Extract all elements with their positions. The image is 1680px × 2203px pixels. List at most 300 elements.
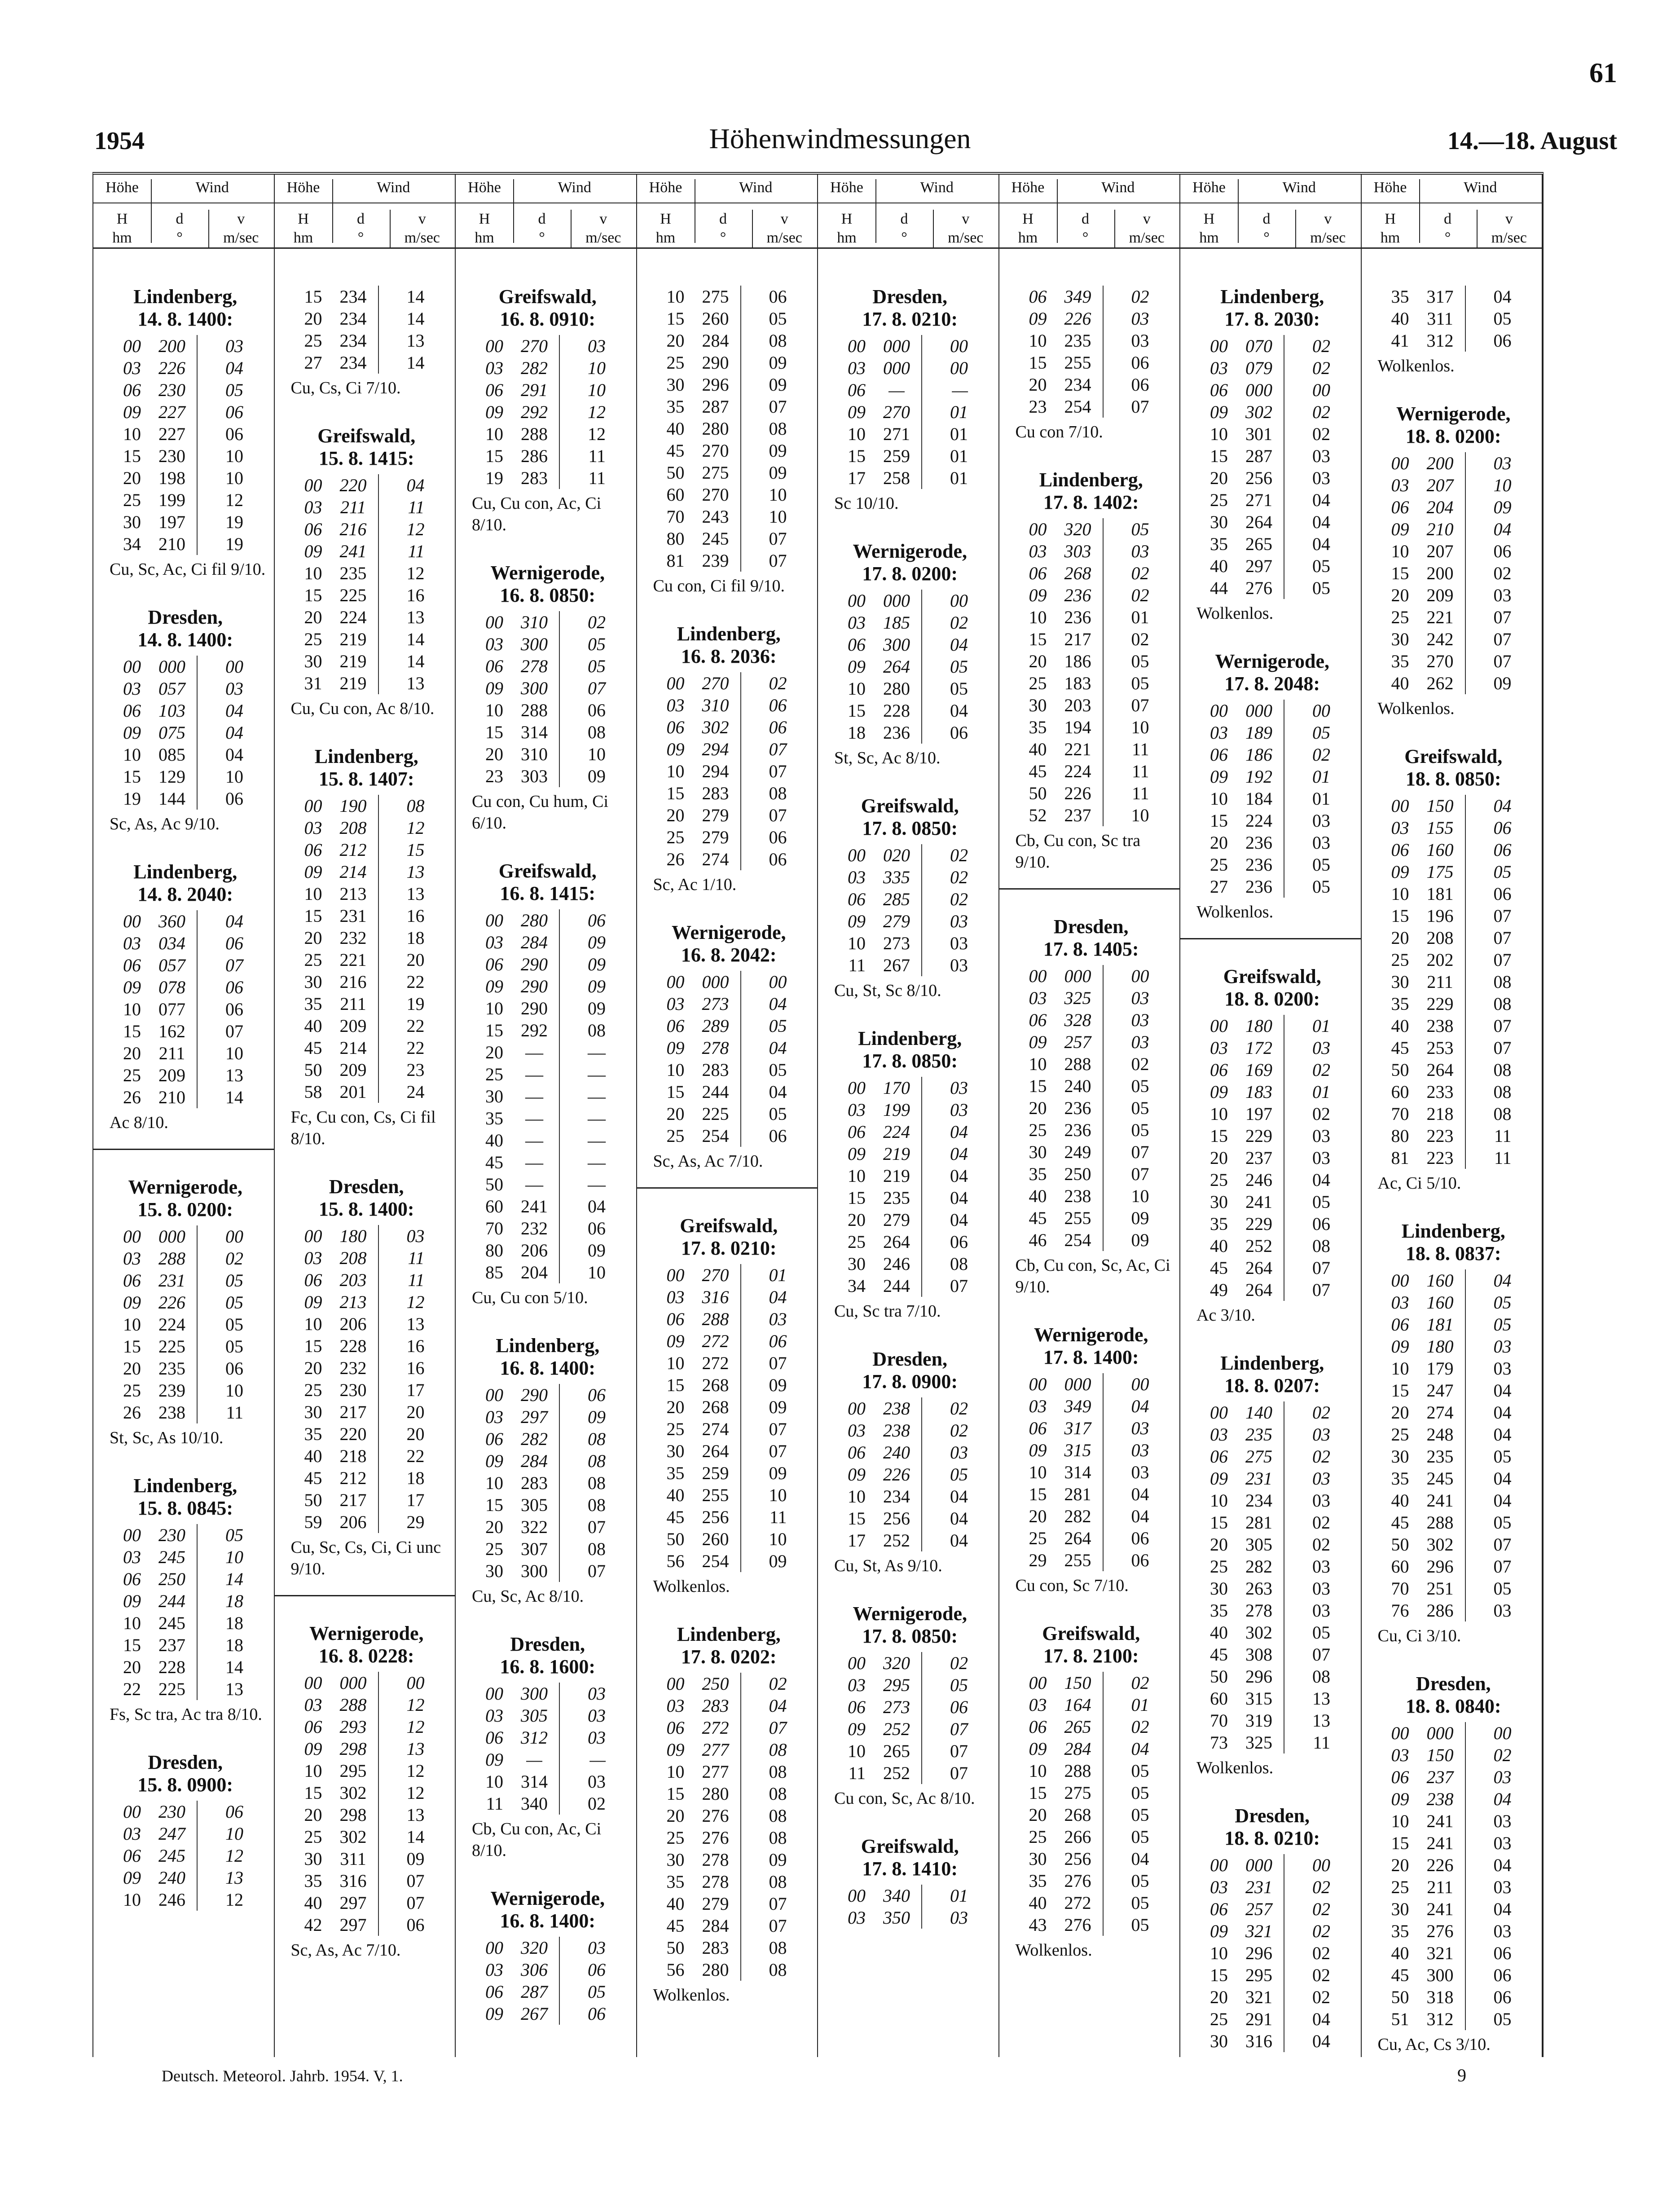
height-cell: 03 [1210,1877,1228,1897]
direction-cell: 289 [691,1015,741,1037]
measurement-row [1007,1417,1175,1439]
measurement-row [1370,1103,1538,1125]
direction-cell: 321 [1234,1986,1284,2008]
speed-cell: 01 [1131,607,1149,627]
height-cell: 56 [666,1551,685,1571]
header-hoehe: Höhe [93,179,152,243]
height-cell: 40 [666,1894,685,1914]
measurement-row [464,1217,632,1239]
measurement-row [283,1672,451,1694]
speed-cell: 05 [950,656,968,677]
direction-cell: 283 [691,1059,741,1081]
height-cell: 70 [1391,1578,1409,1599]
measurement-row [1370,1964,1538,1986]
height-cell: 15 [666,783,685,803]
direction-cell: 257 [1234,1898,1284,1920]
height-cell: 20 [848,1210,866,1230]
measurement-row [283,1059,451,1081]
direction-cell: 280 [691,418,741,440]
measurement-row [1188,1169,1356,1191]
direction-cell: 300 [510,677,560,699]
direction-cell: 280 [510,909,560,931]
speed-cell: 03 [406,1226,425,1246]
measurement-row [645,672,813,694]
measurement-row [283,606,451,628]
speed-cell: 06 [1493,840,1512,860]
measurement-row [1370,1854,1538,1876]
height-cell: 10 [485,1473,503,1493]
direction-cell: 200 [1416,562,1466,584]
measurement-row [283,1870,451,1892]
speed-cell: 02 [950,612,968,633]
measurement-row [464,467,632,489]
station-title: Greifswald, 17. 8. 0850: [861,795,959,839]
height-cell: 10 [304,884,322,904]
station-title: Greifswald, 15. 8. 1415: [317,425,416,469]
measurement-row [1188,577,1356,599]
speed-cell: 11 [588,446,606,466]
height-cell: 40 [666,1485,685,1505]
cloud-note: Cb, Cu con, Sc tra 9/10. [1015,831,1141,872]
height-cell: 00 [123,1525,141,1545]
measurement-row [1370,1722,1538,1744]
height-cell: 09 [848,1144,866,1164]
speed-cell: 13 [406,607,425,627]
direction-cell: 276 [691,1805,741,1827]
cloud-note: Cu con, Cu hum, Ci 6/10. [472,792,609,833]
measurement-row [826,700,994,722]
speed-cell: 02 [950,867,968,887]
direction-cell: 237 [1234,1147,1284,1169]
direction-cell: 259 [691,1462,741,1484]
speed-cell: 06 [225,789,243,809]
direction-cell: 221 [1053,738,1104,760]
measurement-row [645,993,813,1015]
measurement-row [826,1762,994,1784]
direction-cell: 296 [1234,1665,1284,1687]
height-cell: 20 [485,744,503,764]
speed-cell: 05 [1493,1578,1512,1599]
measurement-row [826,1885,994,1907]
speed-cell: 04 [225,745,243,765]
measurement-row [464,1538,632,1560]
measurement-row [1188,1147,1356,1169]
wind-measurement-table [92,172,1544,2057]
speed-cell: 06 [769,849,787,869]
measurement-row [101,722,269,744]
measurement-row [464,1063,632,1085]
speed-cell: 12 [225,1890,243,1910]
station-block [645,286,813,597]
direction-cell: — [510,1063,560,1085]
speed-cell: 08 [769,1806,787,1826]
height-cell: 25 [1210,1170,1228,1190]
cloud-note: Cu, Ci 3/10. [1377,1626,1461,1645]
height-cell: 03 [304,1695,322,1715]
station-title: Greifswald, 17. 8. 1410: [861,1835,959,1880]
direction-cell: 284 [1053,1738,1104,1760]
measurement-row [645,1506,813,1528]
height-cell: 10 [1210,1490,1228,1511]
speed-cell: 03 [950,911,968,931]
direction-cell: 000 [1234,1854,1284,1876]
measurement-row [1370,1920,1538,1942]
direction-cell: 317 [1053,1417,1104,1439]
measurement-row [464,401,632,423]
cloud-note: Cu, Sc, Ac, Ci fil 9/10. [110,560,266,579]
speed-cell: 05 [1493,1314,1512,1335]
direction-cell: 312 [1416,330,1466,352]
height-cell: 10 [848,1166,866,1186]
direction-cell: 225 [691,1103,741,1125]
height-cell: 40 [1391,1016,1409,1036]
direction-cell: 241 [1416,1489,1466,1511]
direction-cell: 236 [872,722,922,744]
speed-cell: 03 [1493,1921,1512,1941]
direction-cell: 288 [510,423,560,445]
measurement-row [101,1064,269,1086]
direction-cell: 207 [1416,540,1466,562]
measurement-row [826,1696,994,1718]
height-cell: 10 [123,1613,141,1633]
direction-cell: 270 [1416,650,1466,672]
height-cell: 35 [1029,1871,1047,1891]
measurement-row [1188,1125,1356,1147]
direction-cell: 224 [1053,760,1104,782]
direction-cell: 284 [691,330,741,352]
direction-cell: 295 [329,1760,379,1782]
direction-cell: 276 [1053,1914,1104,1936]
speed-cell: 04 [1493,1855,1512,1875]
measurement-row [826,656,994,678]
station-block [1370,1673,1538,2055]
station-title: Greifswald, 18. 8. 0850: [1404,745,1503,790]
direction-cell: 260 [691,1528,741,1550]
height-cell: 09 [485,1749,503,1770]
speed-cell: 08 [1493,1104,1512,1124]
speed-cell: 18 [406,1468,425,1488]
cloud-note: Cu, St, Sc 8/10. [834,981,941,1000]
cloud-note: Cu, Sc, Ac 8/10. [472,1587,584,1606]
speed-cell: 02 [769,673,787,693]
measurement-row [464,1683,632,1705]
measurement-row [1007,1141,1175,1163]
speed-cell: — [589,1749,606,1770]
station-title: Wernigerode, 16. 8. 1400: [490,1887,605,1932]
height-cell: 20 [1029,1506,1047,1526]
speed-cell: 09 [1493,673,1512,693]
direction-cell: 279 [691,804,741,826]
direction-cell: 235 [1053,330,1104,352]
speed-cell: 13 [406,884,425,904]
speed-cell: 05 [588,634,606,654]
speed-cell: 07 [769,761,787,781]
direction-cell: 231 [329,905,379,927]
direction-cell: 240 [872,1441,922,1463]
station-title: Lindenberg, 18. 8. 0207: [1220,1352,1324,1397]
height-cell: 00 [304,1226,322,1246]
measurement-row [464,1261,632,1283]
direction-cell: 291 [510,379,560,401]
speed-cell: 04 [225,723,243,743]
direction-cell: 288 [1053,1053,1104,1075]
height-cell: 10 [666,761,685,781]
height-cell: 42 [304,1915,322,1935]
height-cell: 03 [1029,1695,1047,1715]
measurement-row [464,1428,632,1450]
measurement-row [645,1374,813,1396]
speed-cell: 04 [1493,796,1512,816]
speed-cell: 07 [1312,1280,1330,1300]
direction-cell: 229 [1416,993,1466,1015]
measurement-row [283,518,451,540]
direction-cell: 250 [147,1568,198,1590]
direction-cell: 237 [1053,804,1104,826]
height-cell: 15 [1029,352,1047,373]
height-cell: 25 [1029,1528,1047,1548]
block-separator [275,1595,455,1596]
direction-cell: 282 [1053,1505,1104,1527]
direction-cell: 228 [147,1656,198,1678]
height-cell: 15 [1391,906,1409,926]
direction-cell: 231 [147,1269,198,1291]
speed-cell: 03 [1131,1010,1149,1030]
cloud-note: Wolkenlos. [1015,1941,1092,1960]
measurement-row [1370,1291,1538,1313]
speed-cell: 10 [225,446,243,466]
speed-cell: 03 [1312,1148,1330,1168]
speed-cell: 08 [1312,1666,1330,1687]
direction-cell: 210 [147,533,198,555]
height-cell: 06 [848,889,866,909]
height-cell: 09 [1210,1468,1228,1489]
measurement-row [101,1889,269,1911]
measurement-row [645,1695,813,1717]
speed-cell: 11 [1494,1148,1512,1168]
speed-cell: 08 [769,783,787,803]
height-cell: 35 [304,994,322,1014]
measurement-row [1370,1511,1538,1533]
speed-cell: 03 [1312,1468,1330,1489]
speed-cell: 02 [950,1420,968,1441]
direction-cell: 273 [691,993,741,1015]
measurement-row [101,1313,269,1335]
height-cell: 06 [1210,380,1228,400]
speed-cell: 03 [1493,585,1512,605]
speed-cell: 00 [1131,1374,1149,1394]
speed-cell: 07 [769,1419,787,1439]
height-cell: 70 [485,1218,503,1238]
height-cell: 15 [848,1188,866,1208]
direction-cell: 264 [1234,511,1284,533]
direction-cell: 303 [1053,540,1104,562]
measurement-row [1007,1207,1175,1229]
direction-cell: 245 [691,528,741,550]
block-separator [1180,938,1361,939]
speed-cell: 16 [406,906,425,926]
direction-cell: 283 [510,1472,560,1494]
speed-cell: 03 [1312,468,1330,488]
height-cell: 10 [123,1890,141,1910]
header-h-unit: H hm [112,211,132,246]
height-cell: 03 [485,1705,503,1726]
height-cell: 19 [485,468,503,488]
height-cell: 06 [123,380,141,400]
measurement-row [1370,1577,1538,1599]
measurement-row [464,2003,632,2025]
direction-cell: 249 [1053,1141,1104,1163]
direction-cell: 000 [872,335,922,357]
station-title: Wernigerode, 16. 8. 0850: [490,562,605,606]
measurement-row [1007,1031,1175,1053]
direction-cell: 300 [510,1560,560,1582]
height-cell: 00 [848,336,866,356]
height-cell: 09 [1391,519,1409,539]
direction-cell: 239 [691,550,741,572]
measurement-row [464,1727,632,1749]
speed-cell: 07 [406,1893,425,1913]
measurement-row [645,716,813,738]
direction-cell: 204 [510,1261,560,1283]
measurement-row [1370,1445,1538,1467]
station-block [826,540,994,769]
height-cell: 26 [666,849,685,869]
station-block [1370,403,1538,719]
direction-cell: 284 [691,1915,741,1937]
measurement-row [826,634,994,656]
direction-cell: 208 [329,1247,379,1269]
measurement-row [826,722,994,744]
direction-cell: 241 [510,1195,560,1217]
cloud-note: Ac, Ci 5/10. [1377,1174,1461,1193]
height-cell: 30 [1210,1192,1228,1212]
direction-cell: 288 [329,1694,379,1716]
speed-cell: 18 [406,928,425,948]
speed-cell: 22 [406,1038,425,1058]
speed-cell: 05 [769,308,787,329]
speed-cell: 11 [408,1248,425,1268]
direction-cell: 270 [691,1264,741,1286]
station-title: Lindenberg, 16. 8. 2036: [677,623,781,667]
speed-cell: 06 [1312,1214,1330,1234]
direction-cell: 288 [1416,1511,1466,1533]
measurement-row [283,496,451,518]
speed-cell: 06 [588,700,606,720]
height-cell: 26 [123,1402,141,1423]
direction-cell: 264 [872,656,922,678]
station-title: Lindenberg, 17. 8. 1402: [1039,469,1143,513]
speed-cell: 07 [769,805,787,825]
measurement-row [1007,374,1175,396]
measurement-row [101,423,269,445]
station-block [1007,286,1175,443]
speed-cell: 03 [588,1705,606,1726]
height-cell: 25 [1210,1556,1228,1577]
direction-cell: 252 [1234,1235,1284,1257]
direction-cell: 192 [1234,766,1284,788]
height-cell: 03 [485,932,503,952]
speed-cell: 13 [225,1868,243,1888]
direction-cell: 254 [691,1125,741,1147]
direction-cell: 216 [329,518,379,540]
measurement-row [1370,672,1538,694]
measurement-row [283,993,451,1015]
height-cell: 15 [485,1020,503,1040]
speed-cell: 03 [950,1908,968,1928]
measurement-row [1188,1191,1356,1213]
direction-cell: 350 [872,1907,922,1929]
header-h-unit: H hm [837,211,857,246]
direction-cell: 302 [329,1826,379,1848]
direction-cell: 315 [1234,1687,1284,1710]
speed-cell: 07 [1493,651,1512,671]
column-header [93,175,274,249]
station-block [464,286,632,536]
height-cell: 15 [123,1336,141,1357]
height-cell: 03 [666,695,685,715]
height-cell: 30 [1391,629,1409,649]
speed-cell: 03 [1493,1336,1512,1357]
direction-cell: 230 [329,1379,379,1401]
speed-cell: 03 [1493,453,1512,473]
measurement-row [101,678,269,700]
station-title: Wernigerode, 16. 8. 0228: [309,1622,424,1667]
height-cell: 10 [1029,1054,1047,1074]
measurement-row [645,804,813,826]
height-cell: 06 [848,1442,866,1463]
measurement-row [645,1286,813,1308]
measurement-row [101,1590,269,1612]
measurement-row [826,932,994,954]
height-cell: 03 [848,867,866,887]
speed-cell: 01 [950,424,968,444]
header-d-unit: d ° [1238,210,1296,247]
measurement-row [1188,1599,1356,1621]
measurement-row [464,1107,632,1129]
measurement-row [283,584,451,606]
direction-cell: 278 [691,1871,741,1893]
height-cell: 03 [1391,1745,1409,1765]
direction-cell: 169 [1234,1059,1284,1081]
height-cell: 03 [848,1420,866,1441]
measurement-row [645,1330,813,1352]
height-cell: 25 [666,827,685,847]
height-cell: 06 [304,1717,322,1737]
direction-cell: 264 [1234,1257,1284,1279]
measurement-row [645,506,813,528]
height-cell: 03 [848,612,866,633]
header-hoehe: Höhe [275,179,333,243]
direction-cell: 290 [691,352,741,374]
footer-citation: Deutsch. Meteorol. Jahrb. 1954. V, 1. [162,2067,403,2085]
measurement-row [283,1379,451,1401]
height-cell: 03 [1210,358,1228,378]
block-separator [637,1187,818,1189]
height-cell: 00 [123,1226,141,1247]
measurement-row [826,423,994,445]
direction-cell: 242 [1416,628,1466,650]
direction-cell: 227 [147,401,198,423]
height-cell: 30 [1391,972,1409,992]
measurement-row [645,1484,813,1506]
measurement-row [1188,1037,1356,1059]
direction-cell: 172 [1234,1037,1284,1059]
height-cell: 03 [848,1675,866,1695]
measurement-row [1188,854,1356,876]
direction-cell: 246 [1234,1169,1284,1191]
speed-cell: 09 [769,1850,787,1870]
station-title: Dresden, 18. 8. 0210: [1224,1805,1320,1849]
